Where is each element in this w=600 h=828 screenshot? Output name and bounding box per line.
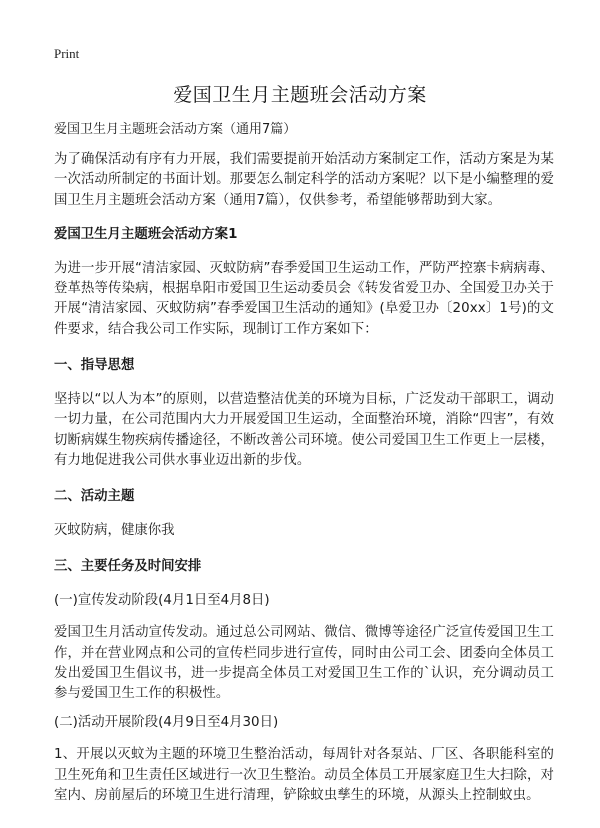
section-activity-theme-heading: 二、活动主题 [54, 489, 135, 505]
section-activity-theme-text: 灭蚊防病，健康你我 [54, 523, 175, 539]
plan-1-heading: 爱国卫生月主题班会活动方案1 [54, 226, 238, 242]
document-title: 爱国卫生月主题班会活动方案 [173, 84, 427, 106]
phase-1-text: 爱国卫生月活动宣传发动。通过总公司网站、微信、微博等途径广泛宣传爱国卫生工作，并在营业网点和公司的宣传栏同步进行宣传，同时由公司工会、团委向全体员工发出爱国卫生倡议书，进一步提高全体员工对爱国卫生工作的`认识，充分调动员工参与爱国卫生工作的积极性。 [54, 625, 554, 702]
document-subtitle: 爱国卫生月主题班会活动方案（通用7篇） [54, 122, 297, 137]
section-tasks-schedule-heading: 三、主要任务及时间安排 [54, 559, 202, 575]
plan-1-opening-paragraph: 为进一步开展“清洁家园、灭蚊防病”春季爱国卫生运动工作，严防严控寨卡病病毒、登革热等传染病，根据阜阳市爱国卫生运动委员会《转发省爱卫办、全国爱卫办关于开展“清洁家园、灭蚊防病”春季爱国卫生活动的通知》(阜爱卫办〔20xx〕1号)的文件要求，结合我公司工作实际，现制订工作方案如下： [54, 260, 554, 337]
phase-2-text: 1、开展以灭蚊为主题的环境卫生整治活动，每周针对各泵站、厂区、各职能科室的卫生死角和卫生责任区域进行一次卫生整治。动员全体员工开展家庭卫生大扫除，对室内、房前屋后的环境卫生进行清理，铲除蚊虫孳生的环境，从源头上控制蚊虫。 [54, 747, 554, 804]
section-guiding-ideology-text: 坚持以“以人为本”的原则，以营造整洁优美的环境为目标，广泛发动干部职工，调动一切力量，在公司范围内大力开展爱国卫生运动，全面整治环境，消除“四害”，有效切断病媒生物疾病传播途径，不断改善公司环境。使公司爱国卫生工作更上一层楼，有力地促进我公司供水事业迈出新的步伐。 [54, 392, 554, 468]
print-link[interactable]: Print [54, 46, 80, 61]
intro-paragraph: 为了确保活动有序有力开展，我们需要提前开始活动方案制定工作，活动方案是为某一次活动所制定的书面计划。那要怎么制定科学的活动方案呢？以下是小编整理的爱国卫生月主题班会活动方案（通用7篇），仅供参考，希望能够帮助到大家。 [54, 152, 554, 208]
document-body [54, 120, 554, 815]
phase-2-label: (二)活动开展阶段(4月9日至4月30日) [54, 715, 279, 731]
section-guiding-ideology-heading: 一、指导思想 [54, 358, 135, 374]
phase-1-label: (一)宣传发动阶段(4月1日至4月8日) [54, 593, 270, 609]
